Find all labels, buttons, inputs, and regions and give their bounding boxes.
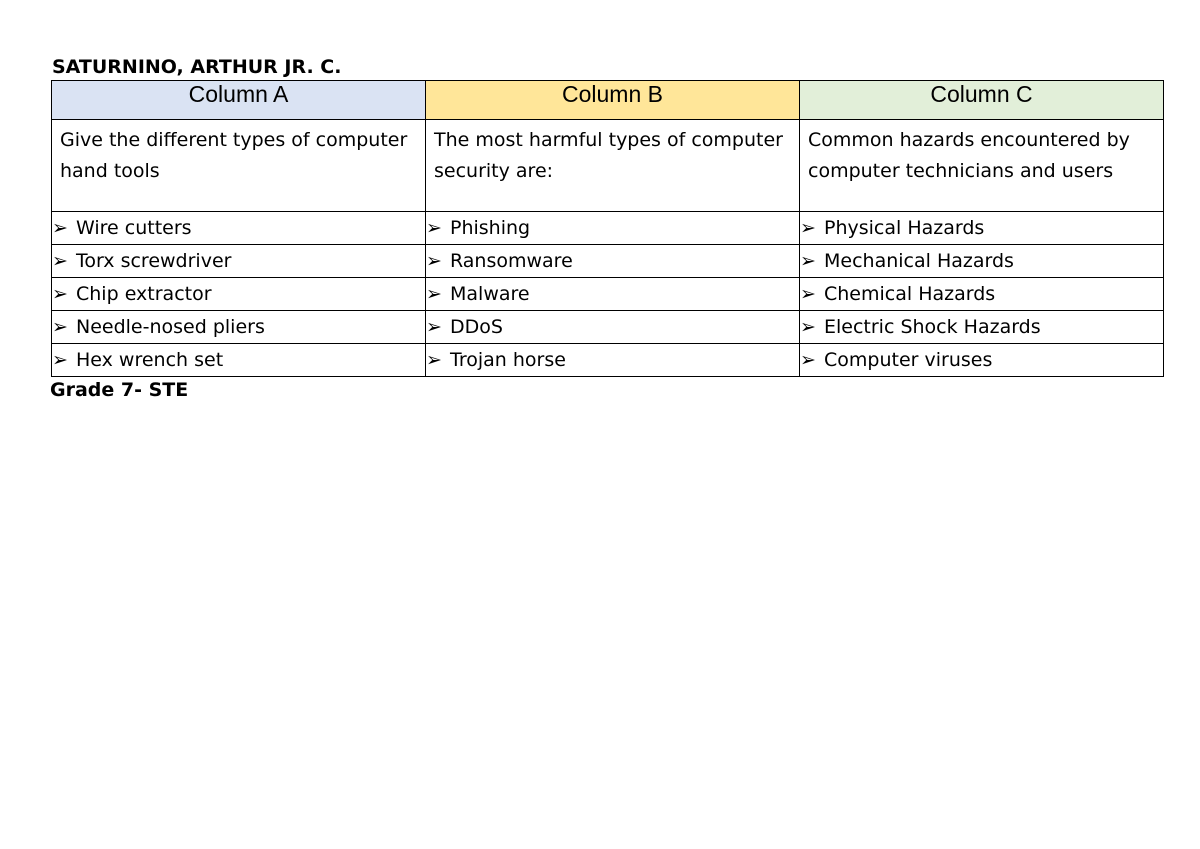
list-item [426,311,800,344]
list-item [52,344,426,377]
item-label: Physical Hazards [824,217,985,239]
table-row [52,212,1164,245]
arrowhead-bullet-icon: ➢ [426,283,442,305]
item-label: Computer viruses [824,349,993,371]
list-item [52,245,426,278]
item-label: Mechanical Hazards [824,250,1014,272]
item-label: Chip extractor [76,283,212,305]
item-label: Phishing [450,217,531,239]
grade-section-footer: Grade 7- STE [50,379,189,401]
list-item [52,212,426,245]
arrowhead-bullet-icon: ➢ [52,349,68,371]
column-c-description: Common hazards encountered by computer technicians and users [800,120,1164,212]
arrowhead-bullet-icon: ➢ [800,316,816,338]
student-name: SATURNINO, ARTHUR JR. C. [52,56,342,78]
item-label: Torx screwdriver [76,250,232,272]
arrowhead-bullet-icon: ➢ [426,250,442,272]
arrowhead-bullet-icon: ➢ [52,217,68,239]
item-label: Malware [450,283,530,305]
arrowhead-bullet-icon: ➢ [52,250,68,272]
header-row [52,81,1164,120]
table-row [52,278,1164,311]
list-item [800,311,1164,344]
column-a-description: Give the different types of computer hand tools [52,120,426,212]
arrowhead-bullet-icon: ➢ [800,283,816,305]
table-row [52,311,1164,344]
list-item [426,245,800,278]
item-label: Needle-nosed pliers [76,316,265,338]
item-label: Trojan horse [450,349,566,371]
arrowhead-bullet-icon: ➢ [52,316,68,338]
arrowhead-bullet-icon: ➢ [426,349,442,371]
list-item [800,212,1164,245]
item-label: Chemical Hazards [824,283,996,305]
column-a-header: Column A [52,81,426,120]
list-item [800,278,1164,311]
arrowhead-bullet-icon: ➢ [426,316,442,338]
list-item [426,344,800,377]
item-label: Wire cutters [76,217,192,239]
description-row [52,120,1164,212]
arrowhead-bullet-icon: ➢ [426,217,442,239]
column-c-header: Column C [800,81,1164,120]
arrowhead-bullet-icon: ➢ [52,283,68,305]
list-item [800,344,1164,377]
list-item [800,245,1164,278]
item-label: Hex wrench set [76,349,224,371]
item-label: DDoS [450,316,503,338]
answer-table [51,80,1164,377]
arrowhead-bullet-icon: ➢ [800,349,816,371]
list-item [426,212,800,245]
item-label: Electric Shock Hazards [824,316,1041,338]
item-label: Ransomware [450,250,573,272]
list-item [426,278,800,311]
list-item [52,311,426,344]
table-row [52,245,1164,278]
list-item [52,278,426,311]
table-row [52,344,1164,377]
column-b-header: Column B [426,81,800,120]
arrowhead-bullet-icon: ➢ [800,250,816,272]
column-b-description: The most harmful types of computer security are: [426,120,800,212]
arrowhead-bullet-icon: ➢ [800,217,816,239]
